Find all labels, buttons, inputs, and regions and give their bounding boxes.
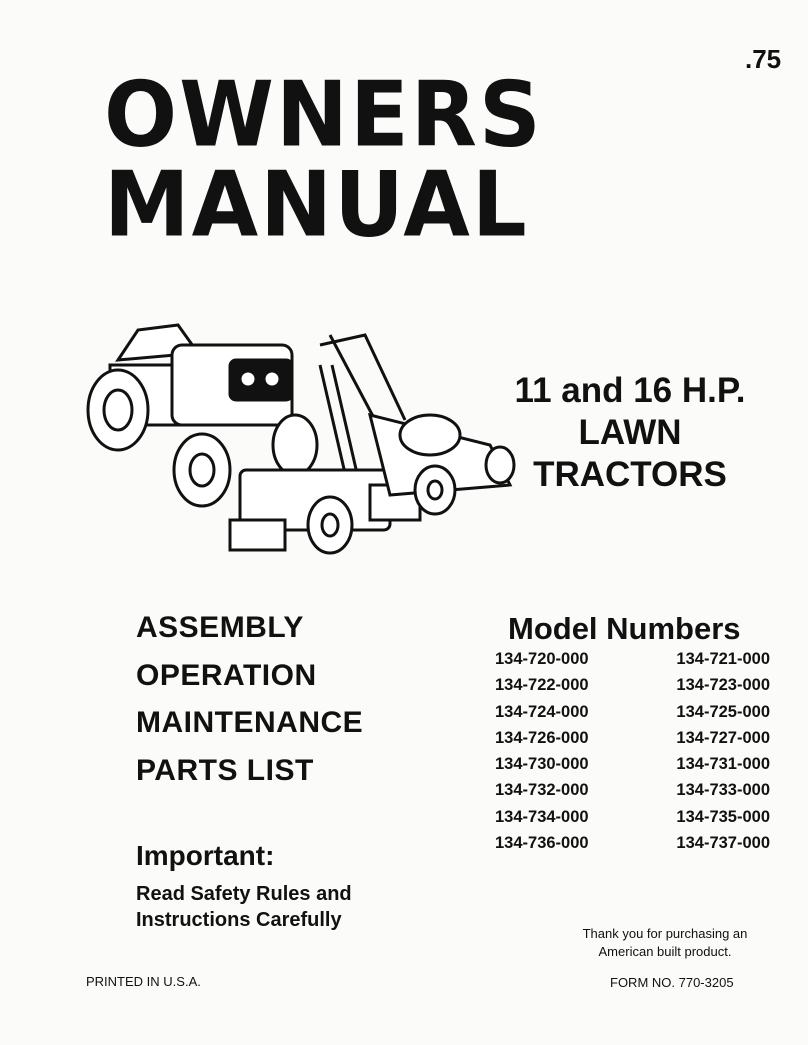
model-number: 134-731-000 <box>676 755 770 774</box>
model-number: 134-723-000 <box>676 676 770 695</box>
model-row <box>495 703 770 729</box>
important-text <box>136 881 352 933</box>
model-number: 134-722-000 <box>495 676 589 695</box>
model-number: 134-737-000 <box>676 834 770 853</box>
model-row <box>495 755 770 781</box>
thank-you-line: American built product. <box>598 944 732 959</box>
form-number: FORM NO. 770-3205 <box>610 975 734 990</box>
product-line: TRACTORS <box>533 455 727 494</box>
section-item: OPERATION <box>136 658 317 692</box>
section-item: ASSEMBLY <box>136 611 304 644</box>
printed-in-label: PRINTED IN U.S.A. <box>86 974 201 989</box>
model-number: 134-724-000 <box>495 702 589 721</box>
contents-list <box>136 611 363 801</box>
thank-you-note <box>560 925 770 961</box>
section-item: PARTS LIST <box>136 753 314 787</box>
product-line: 11 and 16 H.P. <box>514 371 746 410</box>
model-row <box>495 834 770 860</box>
title-manual: MANUAL <box>104 152 529 258</box>
model-number: 134-720-000 <box>495 650 589 668</box>
model-number: 134-735-000 <box>676 807 770 826</box>
lawn-equipment-illustration <box>80 305 520 565</box>
title-owners: OWNERS <box>104 62 543 168</box>
model-number: 134-733-000 <box>676 781 770 800</box>
important-line: Read Safety Rules and <box>136 883 352 905</box>
thank-you-line: Thank you for purchasing an <box>582 926 748 941</box>
model-number: 134-725-000 <box>676 702 770 721</box>
model-row <box>495 781 770 807</box>
price-label: .75 <box>745 44 782 74</box>
model-row <box>495 808 770 834</box>
model-numbers-table <box>495 650 770 860</box>
model-row <box>495 729 770 755</box>
product-title <box>480 370 780 496</box>
model-number: 134-727-000 <box>676 728 770 747</box>
model-number: 134-734-000 <box>495 807 589 826</box>
model-number: 134-736-000 <box>495 834 589 853</box>
product-line: LAWN <box>578 413 682 452</box>
model-number: 134-721-000 <box>676 650 770 668</box>
section-item: MAINTENANCE <box>136 706 364 739</box>
important-heading: Important: <box>136 840 275 871</box>
model-row <box>495 650 770 676</box>
model-number: 134-730-000 <box>495 755 589 774</box>
important-line: Instructions Carefully <box>136 909 342 931</box>
model-numbers-heading: Model Numbers <box>508 611 741 646</box>
model-number: 134-732-000 <box>495 781 589 800</box>
model-number: 134-726-000 <box>495 728 589 747</box>
model-row <box>495 676 770 702</box>
